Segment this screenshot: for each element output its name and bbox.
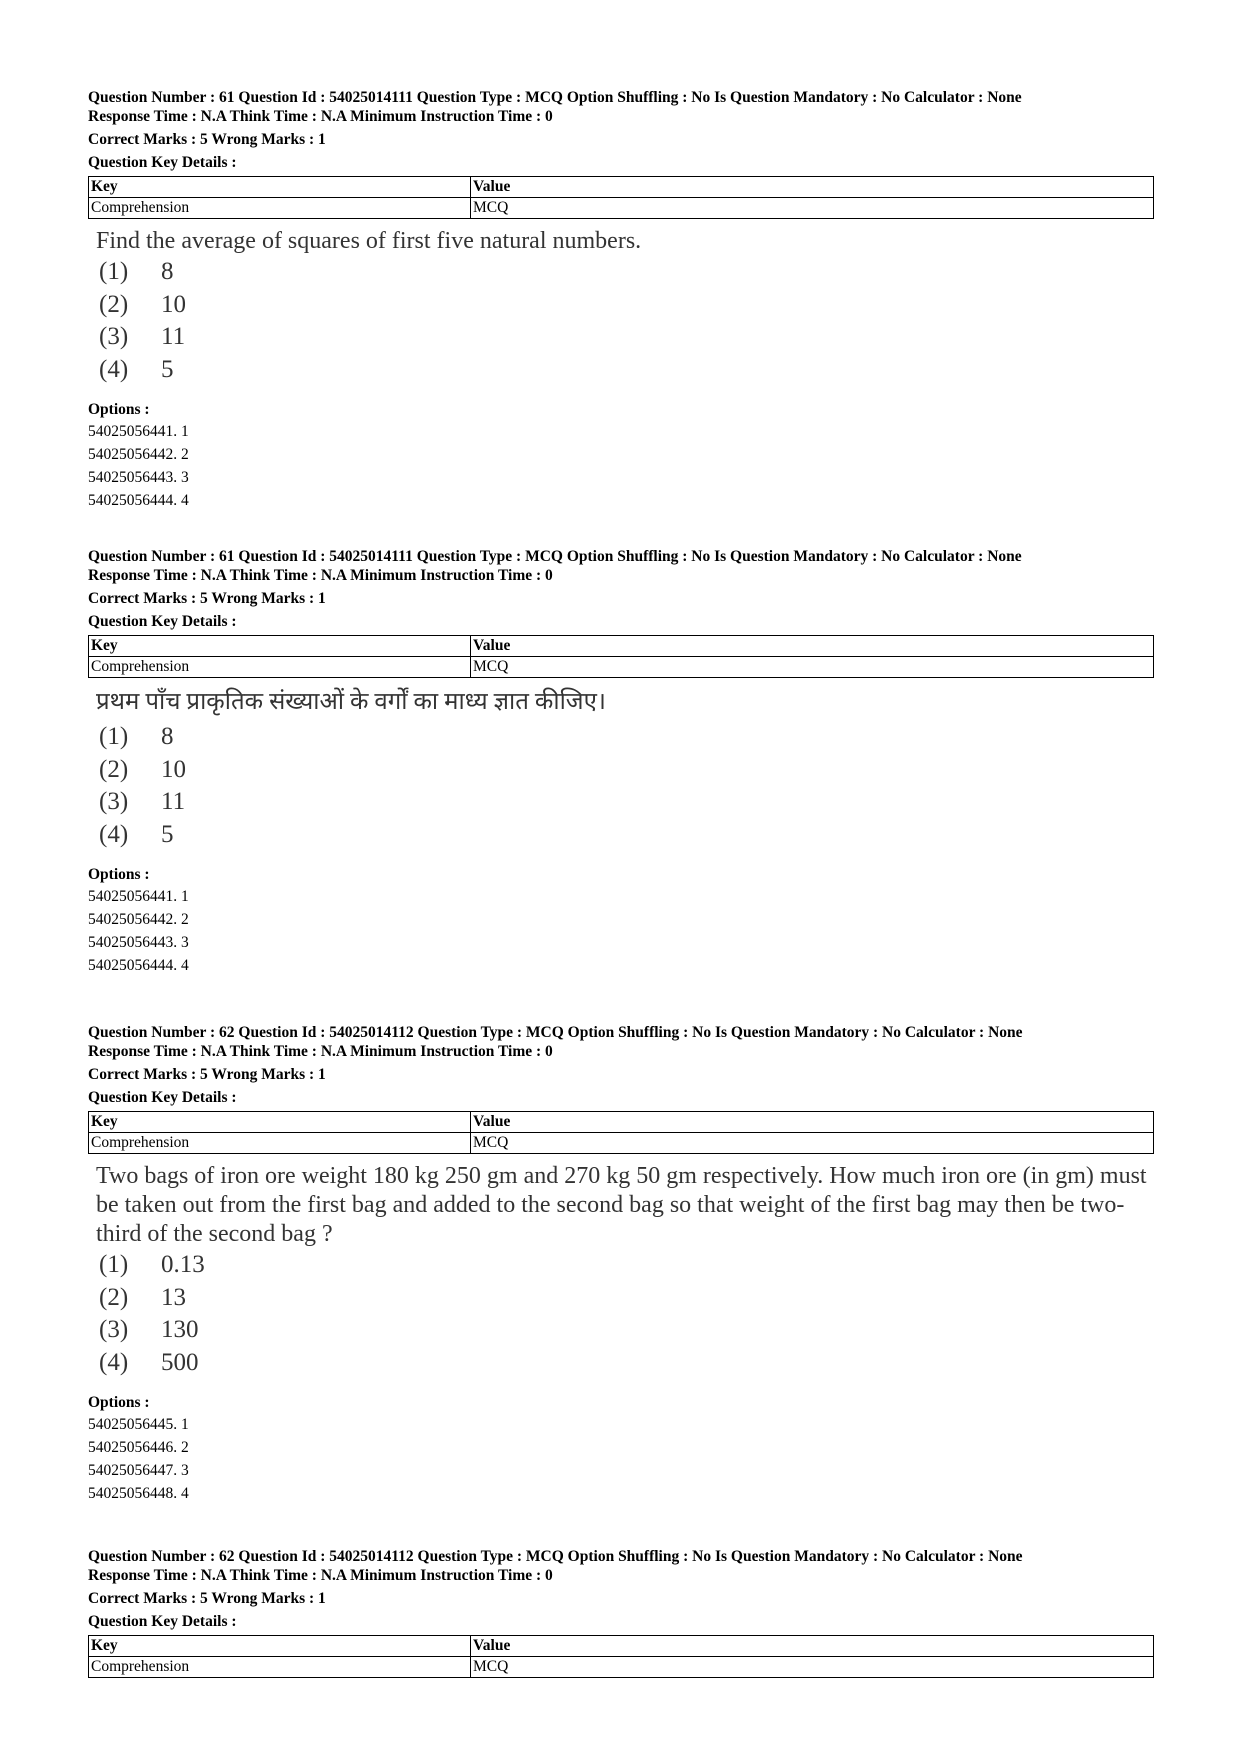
choice-value: 5 bbox=[161, 355, 174, 383]
option-id: 54025056447. 3 bbox=[88, 1462, 189, 1479]
value-cell: MCQ bbox=[471, 1133, 1154, 1154]
choice-number: (2) bbox=[99, 1283, 129, 1311]
choice-2 bbox=[99, 289, 1154, 322]
question-meta: Question Number : 62 Question Id : 54025014112 Question Type : MCQ Option Shuffling : No Is Question Mandatory : No Calculator : None bbox=[88, 1024, 1023, 1041]
question-block bbox=[88, 1023, 1154, 1505]
question-marks: Correct Marks : 5 Wrong Marks : 1 bbox=[88, 590, 326, 607]
key-details-label: Question Key Details : bbox=[88, 1089, 237, 1106]
option-id: 54025056441. 1 bbox=[88, 423, 189, 440]
choice-number: (1) bbox=[99, 258, 129, 285]
value-header: Value bbox=[471, 636, 1154, 657]
question-timing: Response Time : N.A Think Time : N.A Minimum Instruction Time : 0 bbox=[88, 567, 553, 584]
option-id: 54025056442. 2 bbox=[88, 446, 189, 463]
choice-value: 130 bbox=[161, 1316, 199, 1343]
key-cell: Comprehension bbox=[89, 1133, 471, 1154]
key-header: Key bbox=[89, 177, 471, 198]
choice-value: 8 bbox=[161, 258, 174, 285]
option-id: 54025056444. 4 bbox=[88, 957, 189, 974]
option-id: 54025056445. 1 bbox=[88, 1416, 189, 1433]
question-marks: Correct Marks : 5 Wrong Marks : 1 bbox=[88, 1590, 326, 1607]
choice-value: 13 bbox=[161, 1283, 186, 1311]
key-details-label: Question Key Details : bbox=[88, 154, 237, 171]
choice-value: 11 bbox=[161, 788, 186, 815]
options-label: Options : bbox=[88, 401, 150, 418]
choice-value: 0.13 bbox=[161, 1251, 205, 1278]
question-timing: Response Time : N.A Think Time : N.A Minimum Instruction Time : 0 bbox=[88, 1567, 553, 1584]
option-id: 54025056448. 4 bbox=[88, 1485, 189, 1502]
question-text: Two bags of iron ore weight 180 kg 250 gm and 270 kg 50 gm respectively. How much iron ore (in gm) must be taken out from the first bag and added to the second bag so that weight of the first bag may then be two-third of the second bag ? bbox=[96, 1163, 1147, 1247]
choice-4 bbox=[99, 354, 1154, 387]
question-text: Find the average of squares of first five natural numbers. bbox=[96, 228, 642, 254]
choice-number: (3) bbox=[99, 1316, 129, 1343]
choice-3 bbox=[99, 786, 1154, 819]
option-id: 54025056442. 2 bbox=[88, 911, 189, 928]
key-header: Key bbox=[89, 636, 471, 657]
options-label: Options : bbox=[88, 1394, 150, 1411]
key-header: Key bbox=[89, 1112, 471, 1133]
choice-2 bbox=[99, 754, 1154, 787]
option-id: 54025056441. 1 bbox=[88, 888, 189, 905]
choice-1 bbox=[99, 721, 1154, 754]
question-timing: Response Time : N.A Think Time : N.A Minimum Instruction Time : 0 bbox=[88, 108, 553, 125]
choice-number: (4) bbox=[99, 355, 129, 383]
choice-3 bbox=[99, 321, 1154, 354]
key-cell: Comprehension bbox=[89, 657, 471, 678]
question-block bbox=[88, 547, 1154, 977]
choice-value: 10 bbox=[161, 755, 186, 783]
question-marks: Correct Marks : 5 Wrong Marks : 1 bbox=[88, 1066, 326, 1083]
choice-number: (3) bbox=[99, 323, 129, 350]
choice-number: (2) bbox=[99, 755, 129, 783]
question-meta: Question Number : 61 Question Id : 54025014111 Question Type : MCQ Option Shuffling : No Is Question Mandatory : No Calculator : None bbox=[88, 89, 1022, 106]
question-timing: Response Time : N.A Think Time : N.A Minimum Instruction Time : 0 bbox=[88, 1043, 553, 1060]
value-cell: MCQ bbox=[471, 1657, 1154, 1678]
choice-value: 500 bbox=[161, 1348, 199, 1376]
value-header: Value bbox=[471, 177, 1154, 198]
choice-value: 5 bbox=[161, 820, 174, 848]
question-block bbox=[88, 1547, 1154, 1678]
value-header: Value bbox=[471, 1112, 1154, 1133]
choice-value: 10 bbox=[161, 290, 186, 318]
choice-value: 8 bbox=[161, 723, 174, 750]
key-table bbox=[88, 635, 1154, 678]
question-meta: Question Number : 62 Question Id : 54025014112 Question Type : MCQ Option Shuffling : No Is Question Mandatory : No Calculator : None bbox=[88, 1548, 1023, 1565]
choice-number: (1) bbox=[99, 723, 129, 750]
value-header: Value bbox=[471, 1636, 1154, 1657]
key-table bbox=[88, 176, 1154, 219]
question-marks: Correct Marks : 5 Wrong Marks : 1 bbox=[88, 131, 326, 148]
option-id: 54025056443. 3 bbox=[88, 934, 189, 951]
key-header: Key bbox=[89, 1636, 471, 1657]
key-table bbox=[88, 1111, 1154, 1154]
key-details-label: Question Key Details : bbox=[88, 613, 237, 630]
question-text: प्रथम पाँच प्राकृतिक संख्याओं के वर्गों का माध्य ज्ञात कीजिए। bbox=[96, 689, 606, 715]
value-cell: MCQ bbox=[471, 657, 1154, 678]
choice-value: 11 bbox=[161, 323, 186, 350]
choice-2 bbox=[99, 1282, 1154, 1315]
key-cell: Comprehension bbox=[89, 198, 471, 219]
key-table bbox=[88, 1635, 1154, 1678]
options-label: Options : bbox=[88, 866, 150, 883]
choice-number: (4) bbox=[99, 1348, 129, 1376]
choice-3 bbox=[99, 1314, 1154, 1347]
question-meta: Question Number : 61 Question Id : 54025014111 Question Type : MCQ Option Shuffling : No Is Question Mandatory : No Calculator : None bbox=[88, 548, 1022, 565]
choice-number: (2) bbox=[99, 290, 129, 318]
choice-1 bbox=[99, 256, 1154, 289]
choice-number: (3) bbox=[99, 788, 129, 815]
option-id: 54025056443. 3 bbox=[88, 469, 189, 486]
value-cell: MCQ bbox=[471, 198, 1154, 219]
key-cell: Comprehension bbox=[89, 1657, 471, 1678]
option-id: 54025056446. 2 bbox=[88, 1439, 189, 1456]
choice-1 bbox=[99, 1249, 1154, 1282]
choice-4 bbox=[99, 819, 1154, 852]
choice-4 bbox=[99, 1347, 1154, 1380]
key-details-label: Question Key Details : bbox=[88, 1613, 237, 1630]
choice-number: (4) bbox=[99, 820, 129, 848]
choice-number: (1) bbox=[99, 1251, 129, 1278]
question-block bbox=[88, 88, 1154, 512]
option-id: 54025056444. 4 bbox=[88, 492, 189, 509]
